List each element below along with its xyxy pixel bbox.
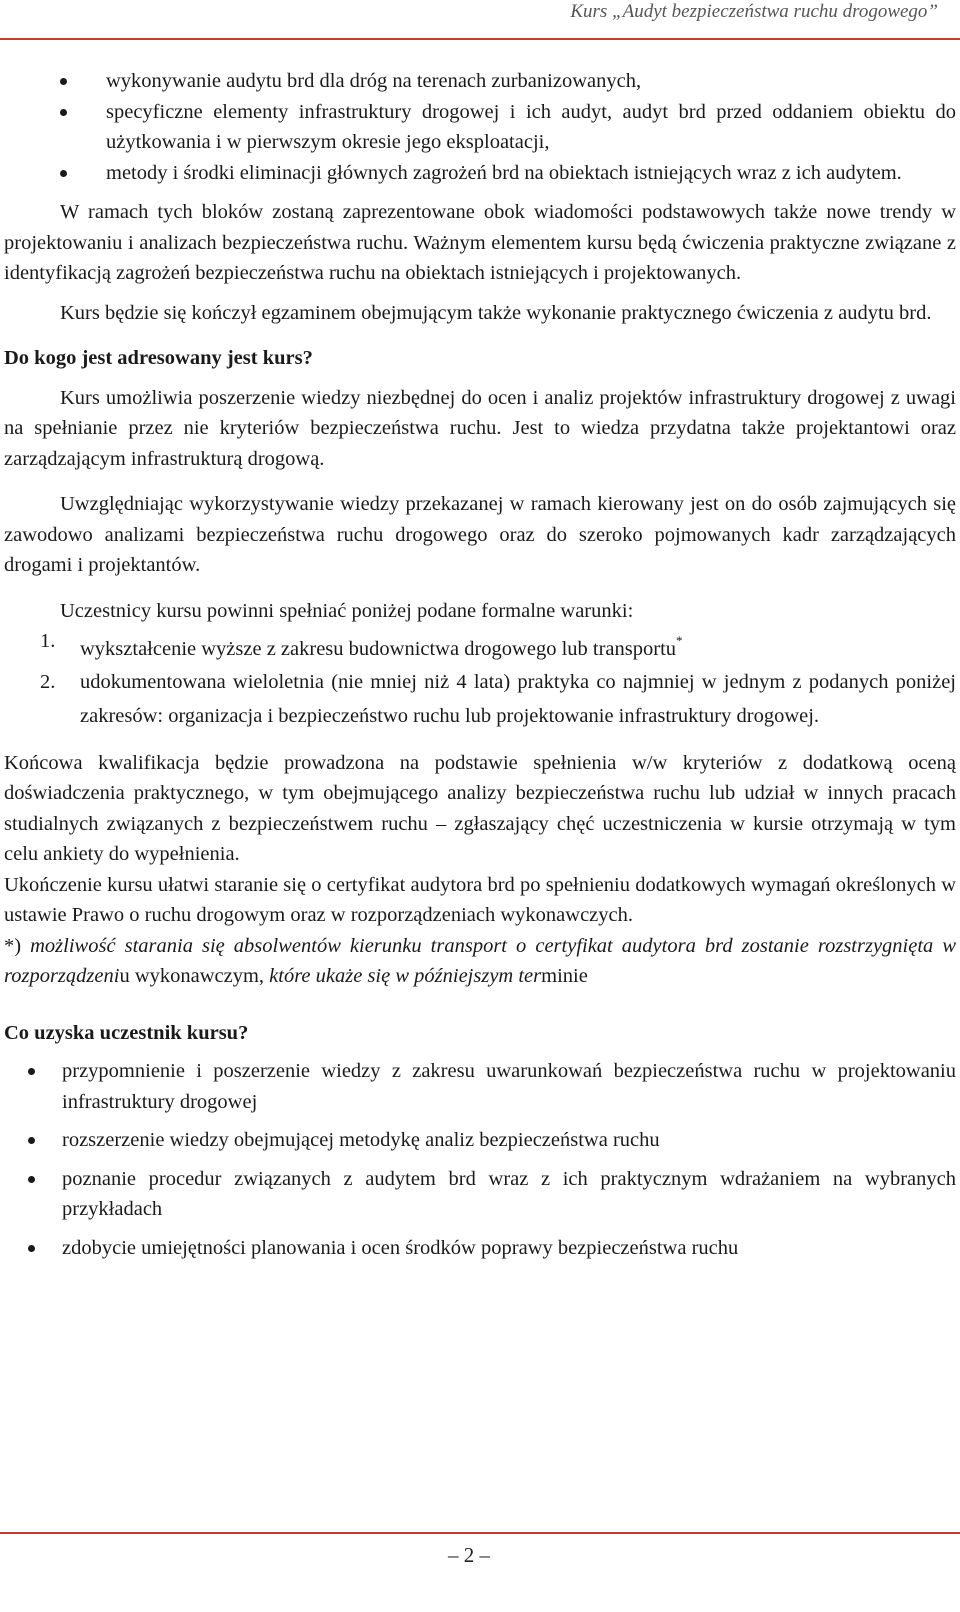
header-rule xyxy=(0,38,960,40)
list-number: 1. xyxy=(40,630,56,652)
conditions-list xyxy=(4,626,956,733)
bullet-icon xyxy=(28,1245,35,1252)
list-item: specyficzne elementy infrastruktury drogowej i ich audyt, audyt brd przed oddaniem obiektu do użytkowania i w pierwszym okresie jego eksploatacji, xyxy=(4,97,956,158)
paragraph-target-1: Kurs umożliwia poszerzenie wiedzy niezbędnej do ocen i analiz projektów infrastruktury drogowej z uwagi na spełnianie przez nie kryteriów bezpieczeństwa ruchu. Jest to wiedza przydatna także projektantowi oraz zarządzającym infrastrukturą drogową. xyxy=(4,386,956,470)
outcomes-bullet-list xyxy=(4,1056,956,1263)
running-header-title: Kurs „Audyt bezpieczeństwa ruchu drogowego” xyxy=(570,1,938,22)
list-item: 2. udokumentowana wieloletnia (nie mniej niż 4 lata) praktyka co najmniej w jednym z podanych poniżej zakresów: organizacja i bezpieczeństwo ruchu lub projektowanie infrastruktury drogowej. xyxy=(4,665,956,733)
list-item: wykonywanie audytu brd dla dróg na terenach zurbanizowanych, xyxy=(4,66,956,97)
section-heading-target: Do kogo jest adresowany jest kurs? xyxy=(4,347,313,369)
list-item: metody i środki eliminacji głównych zagrożeń brd na obiektach istniejących wraz z ich audytem. xyxy=(4,158,956,189)
bullet-icon xyxy=(60,78,67,85)
document-body xyxy=(4,66,956,1263)
section-heading-outcomes: Co uzyska uczestnik kursu? xyxy=(4,1021,249,1044)
list-item: przypomnienie i poszerzenie wiedzy z zakresu uwarunkowań bezpieczeństwa ruchu w projektowaniu infrastruktury drogowej xyxy=(4,1056,956,1117)
paragraph-certificate: Ukończenie kursu ułatwi staranie się o certyfikat audytora brd po spełnieniu dodatkowych wymagań określonych w ustawie Prawo o ruchu drogowym oraz w rozporządzeniach wykonawczych. xyxy=(4,873,956,926)
bullet-icon xyxy=(60,109,67,116)
bullet-icon xyxy=(28,1068,35,1075)
bullet-icon xyxy=(28,1137,35,1144)
list-item: zdobycie umiejętności planowania i ocen środków poprawy bezpieczeństwa ruchu xyxy=(4,1233,956,1264)
list-item: poznanie procedur związanych z audytem brd wraz z ich praktycznym wdrażaniem na wybranych przykładach xyxy=(4,1164,956,1225)
footnote-marker: * xyxy=(676,633,683,648)
bullet-icon xyxy=(60,170,67,177)
paragraph-target-2: Uwzględniając wykorzystywanie wiedzy przekazanej w ramach kierowany jest on do osób zajmujących się zawodowo analizami bezpieczeństwa ruchu drogowego oraz do szeroko pojmowanych kadr zarządzających drogami i projektantów. xyxy=(4,493,956,576)
list-item: rozszerzenie wiedzy obejmującej metodykę analiz bezpieczeństwa ruchu xyxy=(4,1125,956,1156)
page-number: – 2 – xyxy=(448,1543,490,1567)
paragraph-exam: Kurs będzie się kończył egzaminem obejmującym także wykonanie praktycznego ćwiczenia z audytu brd. xyxy=(60,301,932,324)
paragraph-qualification: Końcowa kwalifikacja będzie prowadzona na podstawie spełnienia w/w kryteriów z dodatkową oceną doświadczenia praktycznego, w tym obejmującego analizy bezpieczeństwa ruchu lub udział w innych pracach studialnych związanych z bezpieczeństwem ruchu – zgłaszający chęć uczestniczenia w kursie otrzymają w tym celu ankiety do wypełnienia. xyxy=(4,751,956,865)
intro-bullet-list xyxy=(4,66,956,188)
running-header xyxy=(0,0,938,23)
list-number: 2. xyxy=(40,670,56,693)
bullet-icon xyxy=(28,1176,35,1183)
paragraph-blocks: W ramach tych bloków zostaną zaprezentowane obok wiadomości podstawowych także nowe trendy w projektowaniu i analizach bezpieczeństwa ruchu. Ważnym elementem kursu będą ćwiczenia praktyczne związane z identyfikacją zagrożeń bezpieczeństwa ruchu na obiektach istniejących i projektowanych. xyxy=(4,201,956,284)
footer-rule xyxy=(0,1532,960,1534)
footnote: *) możliwość starania się absolwentów kierunku transport o certyfikat audytora brd zostanie rozstrzygnięta w rozporządzeniu wykonawczym, które ukaże się w późniejszym terminie xyxy=(4,934,957,987)
conditions-intro: Uczestnicy kursu powinni spełniać poniżej podane formalne warunki: xyxy=(60,599,634,622)
list-item: 1. wykształcenie wyższe z zakresu budownictwa drogowego lub transportu* xyxy=(4,626,956,665)
